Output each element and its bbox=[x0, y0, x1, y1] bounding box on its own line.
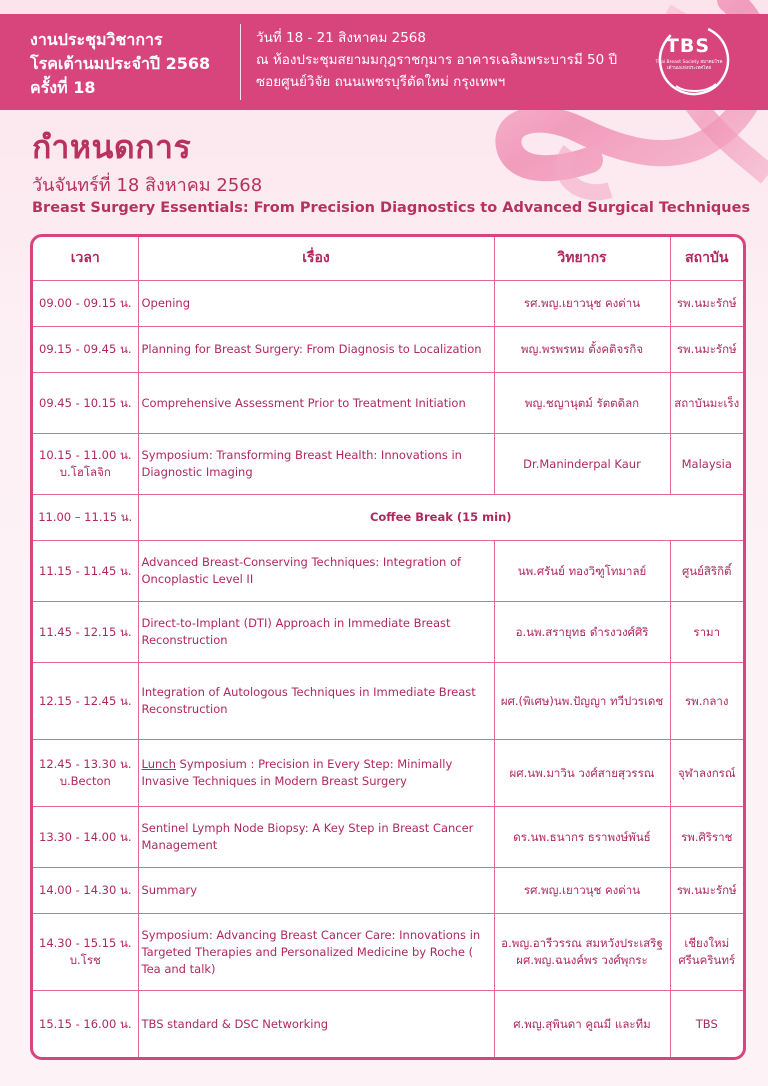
row-speaker: ผศ.(พิเศษ)นพ.ปัญญา ทวีปวรเดช bbox=[494, 663, 670, 740]
row-topic: Summary bbox=[138, 868, 494, 914]
row-institution: รพ.นมะรักษ์ bbox=[670, 281, 743, 327]
table-row bbox=[33, 868, 743, 914]
header-institution: สถาบัน bbox=[670, 237, 743, 281]
row-topic-text: Symposium : Precision in Every Step: Minimally Invasive Techniques in Modern Breast Surgery bbox=[141, 757, 453, 788]
row-topic: Advanced Breast-Conserving Techniques: Integration of Oncoplastic Level II bbox=[138, 541, 494, 602]
table-row bbox=[33, 740, 743, 807]
row-time-range: 12.45 - 13.30 น. bbox=[39, 757, 132, 771]
event-title-line: งานประชุมวิชาการ bbox=[30, 30, 163, 49]
row-institution: รพ.นมะรักษ์ bbox=[670, 327, 743, 373]
row-speaker: ผศ.นพ.มาวิน วงศ์สายสุวรรณ bbox=[494, 740, 670, 807]
event-venue: ณ ห้องประชุมสยามมกุฎราชกุมาร อาคารเฉลิมพระบารมี 50 ปี bbox=[256, 52, 618, 68]
event-header bbox=[0, 14, 768, 110]
row-topic bbox=[138, 740, 494, 807]
row-time: 12.15 - 12.45 น. bbox=[33, 663, 138, 740]
event-address: ซอยศูนย์วิจัย ถนนเพชรบุรีตัดใหม่ กรุงเทพฯ bbox=[256, 74, 506, 90]
row-sponsor: บ.โฮโลจิก bbox=[59, 465, 111, 479]
table-row bbox=[33, 327, 743, 373]
row-speaker bbox=[494, 914, 670, 991]
row-speaker: อ.นพ.สรายุทธ ดำรงวงศ์ศิริ bbox=[494, 602, 670, 663]
header-divider bbox=[240, 24, 241, 100]
table-row bbox=[33, 602, 743, 663]
row-institution bbox=[670, 914, 743, 991]
row-time bbox=[33, 914, 138, 991]
table-row bbox=[33, 991, 743, 1058]
row-topic: Symposium: Transforming Breast Health: Innovations in Diagnostic Imaging bbox=[138, 434, 494, 495]
row-institution-1: เชียงใหม่ bbox=[684, 936, 730, 950]
row-topic: Symposium: Advancing Breast Cancer Care: Innovations in Targeted Therapies and Personalized Medicine by Roche ( Tea and talk) bbox=[138, 914, 494, 991]
table-row bbox=[33, 807, 743, 868]
row-time bbox=[33, 740, 138, 807]
header-topic: เรื่อง bbox=[138, 237, 494, 281]
row-institution: สถาบันมะเร็ง bbox=[670, 373, 743, 434]
row-institution-2: ศรีนครินทร์ bbox=[678, 953, 736, 967]
page-date: วันจันทร์ที่ 18 สิงหาคม 2568 bbox=[32, 175, 263, 196]
row-speaker: Dr.Maninderpal Kaur bbox=[494, 434, 670, 495]
table-row bbox=[33, 373, 743, 434]
row-time: 11.00 – 11.15 น. bbox=[33, 495, 138, 541]
event-date: วันที่ 18 - 21 สิงหาคม 2568 bbox=[256, 30, 426, 46]
row-speaker: นพ.ศรันย์ ทองวิฑูโทมาลย์ bbox=[494, 541, 670, 602]
header-time: เวลา bbox=[33, 237, 138, 281]
row-time: 09.45 - 10.15 น. bbox=[33, 373, 138, 434]
row-institution: รามา bbox=[670, 602, 743, 663]
row-speaker-2: ผศ.พญ.ฉนงค์พร วงศ์พุกระ bbox=[516, 953, 648, 967]
row-institution: Malaysia bbox=[670, 434, 743, 495]
row-speaker: รศ.พญ.เยาวนุช คงด่าน bbox=[494, 868, 670, 914]
table-row bbox=[33, 281, 743, 327]
event-title-line: โรคเต้านมประจำปี 2568 bbox=[30, 54, 211, 73]
row-institution: ศูนย์สิริกิติ์ bbox=[670, 541, 743, 602]
row-topic: Comprehensive Assessment Prior to Treatment Initiation bbox=[138, 373, 494, 434]
row-speaker: พญ.พรพรหม ตั้งคติจรกิจ bbox=[494, 327, 670, 373]
row-speaker: รศ.พญ.เยาวนุช คงด่าน bbox=[494, 281, 670, 327]
table-row bbox=[33, 663, 743, 740]
page-theme: Breast Surgery Essentials: From Precision Diagnostics to Advanced Surgical Techniques bbox=[32, 200, 751, 216]
row-topic: Opening bbox=[138, 281, 494, 327]
row-topic: Direct-to-Implant (DTI) Approach in Immediate Breast Reconstruction bbox=[138, 602, 494, 663]
row-time: 13.30 - 14.00 น. bbox=[33, 807, 138, 868]
row-time: 14.00 - 14.30 น. bbox=[33, 868, 138, 914]
row-topic: Planning for Breast Surgery: From Diagnosis to Localization bbox=[138, 327, 494, 373]
row-institution: รพ.นมะรักษ์ bbox=[670, 868, 743, 914]
row-speaker: ศ.พญ.สุพินดา คูณมี และทีม bbox=[494, 991, 670, 1058]
row-institution: จุฬาลงกรณ์ bbox=[670, 740, 743, 807]
row-time: 15.15 - 16.00 น. bbox=[33, 991, 138, 1058]
row-time: 11.15 - 11.45 น. bbox=[33, 541, 138, 602]
row-time-range: 10.15 - 11.00 น. bbox=[39, 448, 132, 462]
row-topic: Integration of Autologous Techniques in Immediate Breast Reconstruction bbox=[138, 663, 494, 740]
row-topic: Sentinel Lymph Node Biopsy: A Key Step in Breast Cancer Management bbox=[138, 807, 494, 868]
row-speaker: ดร.นพ.ธนากร ธราพงษ์พันธ์ bbox=[494, 807, 670, 868]
tbs-logo-subtext: Thai Breast Society สมาคมโรคเต้านมแห่งประเทศไทย bbox=[655, 60, 723, 71]
tbs-logo-text: TBS bbox=[665, 35, 711, 57]
schedule-table bbox=[30, 234, 746, 1060]
event-title-line: ครั้งที่ 18 bbox=[30, 78, 96, 97]
row-speaker: พญ.ชญานุตม์ รัตตดิลก bbox=[494, 373, 670, 434]
row-institution: รพ.กลาง bbox=[670, 663, 743, 740]
row-time-range: 14.30 - 15.15 น. bbox=[39, 936, 132, 950]
table-row-break bbox=[33, 495, 743, 541]
row-speaker-1: อ.พญ.อารีวรรณ สมหวังประเสริฐ bbox=[501, 936, 663, 950]
event-title bbox=[30, 28, 230, 100]
row-sponsor: บ.โรช bbox=[69, 953, 101, 967]
row-time: 11.45 - 12.15 น. bbox=[33, 602, 138, 663]
coffee-break-label: Coffee Break (15 min) bbox=[138, 495, 743, 541]
row-sponsor: บ.Becton bbox=[59, 774, 111, 788]
table-row bbox=[33, 914, 743, 991]
page-title: กำหนดการ bbox=[32, 128, 192, 166]
header-speaker: วิทยากร bbox=[494, 237, 670, 281]
row-topic: TBS standard & DSC Networking bbox=[138, 991, 494, 1058]
row-institution: รพ.ศิริราช bbox=[670, 807, 743, 868]
table-row bbox=[33, 541, 743, 602]
event-info bbox=[256, 27, 656, 93]
row-time: 09.00 - 09.15 น. bbox=[33, 281, 138, 327]
table-header-row bbox=[33, 237, 743, 281]
row-time bbox=[33, 434, 138, 495]
row-institution: TBS bbox=[670, 991, 743, 1058]
lunch-label: Lunch bbox=[141, 757, 176, 771]
row-time: 09.15 - 09.45 น. bbox=[33, 327, 138, 373]
table-row bbox=[33, 434, 743, 495]
